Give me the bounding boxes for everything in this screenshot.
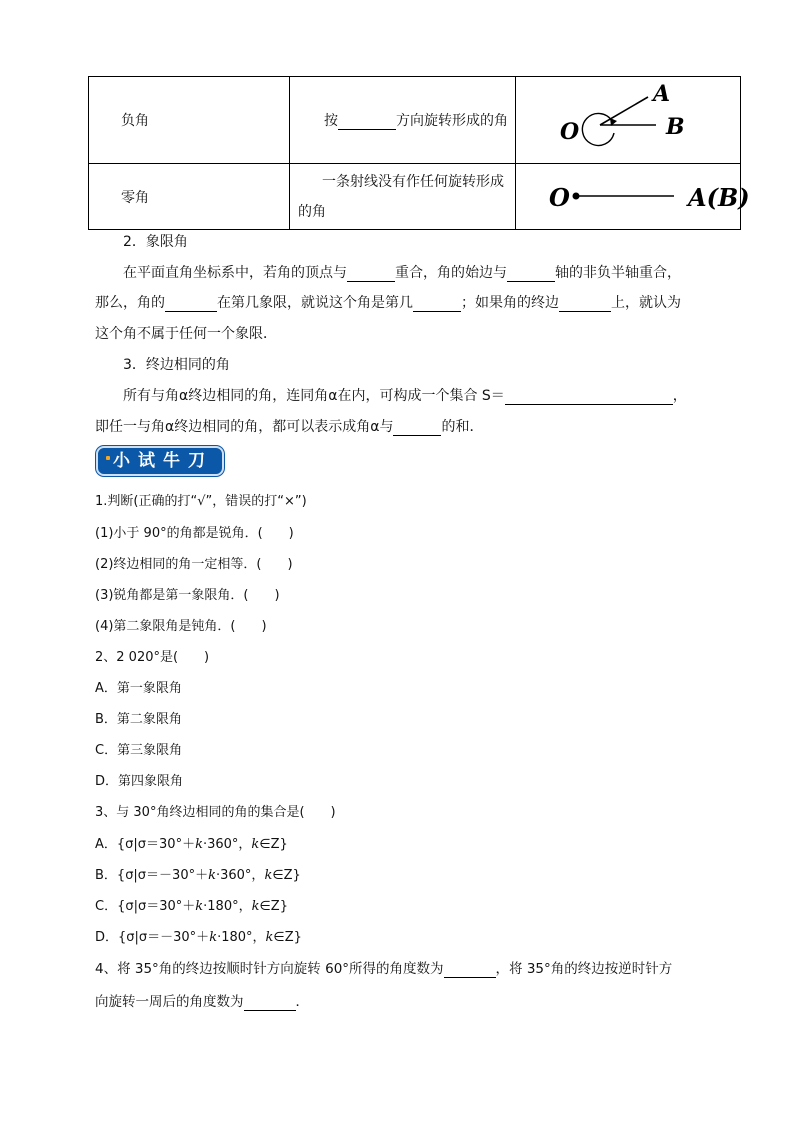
var-k: k xyxy=(251,899,260,914)
text: 即任一与角α终边相同的角，都可以表示成角α与 xyxy=(95,419,394,435)
angle-name-cell xyxy=(89,164,290,230)
text: C．{σ|σ＝30°＋ xyxy=(95,899,196,914)
text: ∈Z} xyxy=(273,930,302,945)
fill-blank[interactable] xyxy=(444,961,496,978)
answer-option[interactable]: D．第四象限角 xyxy=(95,774,184,789)
text: ，将 35°角的终边按逆时针方 xyxy=(495,961,673,977)
paragraph-line xyxy=(123,262,681,282)
table-row xyxy=(89,77,741,164)
var-k: k xyxy=(251,837,260,852)
rotation-arc xyxy=(582,113,614,145)
badge-label: 小试牛刀 xyxy=(113,451,213,471)
answer-option[interactable] xyxy=(95,895,288,914)
question-item: (2)终边相同的角一定相等．( ) xyxy=(95,557,293,572)
desc-text: 一条射线没有作任何旋转形成的角 xyxy=(298,173,504,220)
text: D．{σ|σ＝－30°＋ xyxy=(95,930,210,945)
question-stem xyxy=(95,957,672,978)
text: ·360°， xyxy=(202,837,252,852)
text: 在平面直角坐标系中，若角的顶点与 xyxy=(123,265,347,281)
text: B．{σ|σ＝－30°＋ xyxy=(95,868,209,883)
angle-figure-cell xyxy=(516,164,750,230)
angle-name-cell xyxy=(89,77,290,164)
question-item: (4)第二象限角是钝角．( ) xyxy=(95,619,267,634)
var-k: k xyxy=(195,899,204,914)
text: 那么，角的 xyxy=(95,295,165,311)
angle-desc-cell xyxy=(290,77,516,164)
text: ；如果角的终边 xyxy=(461,295,559,311)
text: ·360°， xyxy=(215,868,265,883)
fill-blank[interactable] xyxy=(347,265,395,282)
text: 向旋转一周后的角度数为 xyxy=(95,994,244,1010)
angle-name: 负角 xyxy=(121,113,149,129)
text: A．{σ|σ＝30°＋ xyxy=(95,837,196,852)
var-k: k xyxy=(265,930,274,945)
text: ， xyxy=(672,388,687,404)
answer-option[interactable]: C．第三象限角 xyxy=(95,743,183,758)
angle-desc-cell xyxy=(290,164,516,230)
label-o: O xyxy=(549,183,570,212)
paragraph-line xyxy=(95,416,483,436)
text: 上，就认为 xyxy=(611,295,681,311)
text: ·180°， xyxy=(217,930,266,945)
section-heading: 3．终边相同的角 xyxy=(123,357,230,373)
text: 轴的非负半轴重合， xyxy=(555,265,681,281)
var-k: k xyxy=(208,868,216,883)
fill-blank[interactable] xyxy=(507,265,555,282)
label-a: A xyxy=(653,81,671,107)
var-k: k xyxy=(209,930,218,945)
question-stem: 1.判断(正确的打“√”，错误的打“×”) xyxy=(95,494,307,509)
label-b: B xyxy=(666,114,685,140)
text: ∈Z} xyxy=(259,837,288,852)
answer-option[interactable] xyxy=(95,864,301,883)
question-item: (3)锐角都是第一象限角．( ) xyxy=(95,588,280,603)
fill-blank[interactable] xyxy=(165,295,217,312)
text: ∈Z} xyxy=(259,899,288,914)
desc-text-post: 方向旋转形成的角 xyxy=(396,113,508,129)
question-item: (1)小于 90°的角都是锐角．( ) xyxy=(95,526,294,541)
desc-text-pre: 按 xyxy=(324,113,338,129)
paragraph-line xyxy=(123,385,687,405)
text: 重合，角的始边与 xyxy=(395,265,507,281)
angle-figure-cell xyxy=(516,77,741,164)
ray-oa xyxy=(600,97,648,125)
var-k: k xyxy=(195,837,203,852)
answer-option[interactable] xyxy=(95,833,288,852)
answer-option[interactable]: A．第一象限角 xyxy=(95,681,182,696)
fill-blank[interactable] xyxy=(505,388,673,405)
angle-type-table xyxy=(88,76,750,230)
fill-blank[interactable] xyxy=(559,295,611,312)
angle-name: 零角 xyxy=(121,189,149,206)
text: 4、将 35°角的终边按顺时针方向旋转 60°所得的角度数为 xyxy=(95,961,444,977)
label-o: O xyxy=(560,119,580,145)
text: ． xyxy=(295,994,309,1010)
question-stem xyxy=(95,990,309,1011)
paragraph-line: 这个角不属于任何一个象限． xyxy=(95,326,277,342)
zero-angle-figure xyxy=(516,164,750,225)
fill-blank[interactable] xyxy=(244,994,296,1011)
negative-angle-figure xyxy=(516,77,738,159)
fill-blank[interactable] xyxy=(393,419,441,436)
table-row xyxy=(89,164,741,230)
fill-blank[interactable] xyxy=(338,113,396,130)
paragraph-line xyxy=(95,292,681,312)
answer-option[interactable] xyxy=(95,926,302,945)
var-k: k xyxy=(264,868,273,883)
text: 所有与角α终边相同的角，连同角α在内，可构成一个集合 S＝ xyxy=(123,388,505,404)
vertex-dot xyxy=(573,193,580,200)
text: ∈Z} xyxy=(272,868,301,883)
answer-option[interactable]: B．第二象限角 xyxy=(95,712,182,727)
text: 的和． xyxy=(441,419,484,435)
section-heading: 2．象限角 xyxy=(123,234,188,250)
fill-blank[interactable] xyxy=(413,295,461,312)
text: 在第几象限，就说这个角是第几 xyxy=(217,295,413,311)
question-stem: 3、与 30°角终边相同的角的集合是( ) xyxy=(95,805,336,820)
practice-badge xyxy=(96,446,224,476)
label-ab: A(B) xyxy=(688,183,750,212)
text: ·180°， xyxy=(203,899,252,914)
question-stem: 2、2 020°是( ) xyxy=(95,650,210,665)
